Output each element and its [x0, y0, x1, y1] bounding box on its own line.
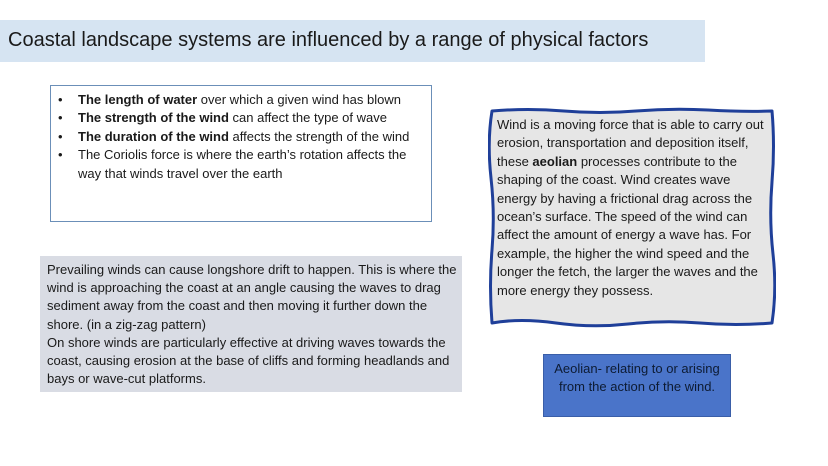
title-banner [0, 20, 705, 62]
aeolian-definition-box [543, 354, 731, 417]
slide-title: Coastal landscape systems are influenced by a range of physical factors [8, 29, 649, 51]
item-bold: The duration of the wind [78, 128, 229, 144]
list-item [58, 91, 426, 109]
longshore-para-1: Prevailing winds can cause longshore drift to happen. This is where the wind is approaching the coast at an angle causing the waves to drag sediment away from the coast and then moving it further down the shore. (in a zig-zag pattern) [47, 262, 457, 332]
longshore-drift-box [40, 256, 462, 392]
factors-box [50, 85, 432, 222]
bullet-icon: • [58, 92, 63, 107]
item-text: affects the strength of the wind [228, 128, 410, 144]
aeolian-definition: Aeolian- relating to or arising from the action of the wind. [554, 361, 720, 394]
bullet-icon: • [58, 128, 63, 144]
item-text: over which a given wind has blown [197, 92, 401, 107]
bullet-icon: • [58, 147, 63, 163]
item-bold: The length of water [78, 92, 198, 107]
aeolian-term: aeolian [532, 153, 578, 169]
wind-text-before: Wind is a moving force that is able to carry out erosion, transportation and deposition itself, these [497, 117, 764, 169]
wind-text-after: processes contribute to the shaping of the coast. Wind creates wave energy by having a frictional drag across the ocean’s surface. The speed of the wind can affect the amount of energy a wave has. For example, the higher the wind speed and the longer the fetch, the larger the waves and the more energy they possess. [497, 153, 758, 298]
wind-description [497, 116, 769, 300]
item-text: The Coriolis force is where the earth’s rotation affects the way that winds travel over the earth [78, 147, 407, 181]
item-bold: The strength of the wind [78, 110, 229, 126]
item-text: can affect the type of wave [228, 110, 387, 126]
factors-list [58, 91, 426, 183]
bullet-icon: • [58, 110, 63, 126]
list-item [58, 128, 426, 146]
list-item [58, 109, 426, 127]
list-item [58, 146, 426, 183]
longshore-text [47, 261, 459, 388]
longshore-para-2: On shore winds are particularly effective at driving waves towards the coast, causing erosion at the base of cliffs and forming headlands and bays or wave-cut platforms. [47, 334, 450, 387]
